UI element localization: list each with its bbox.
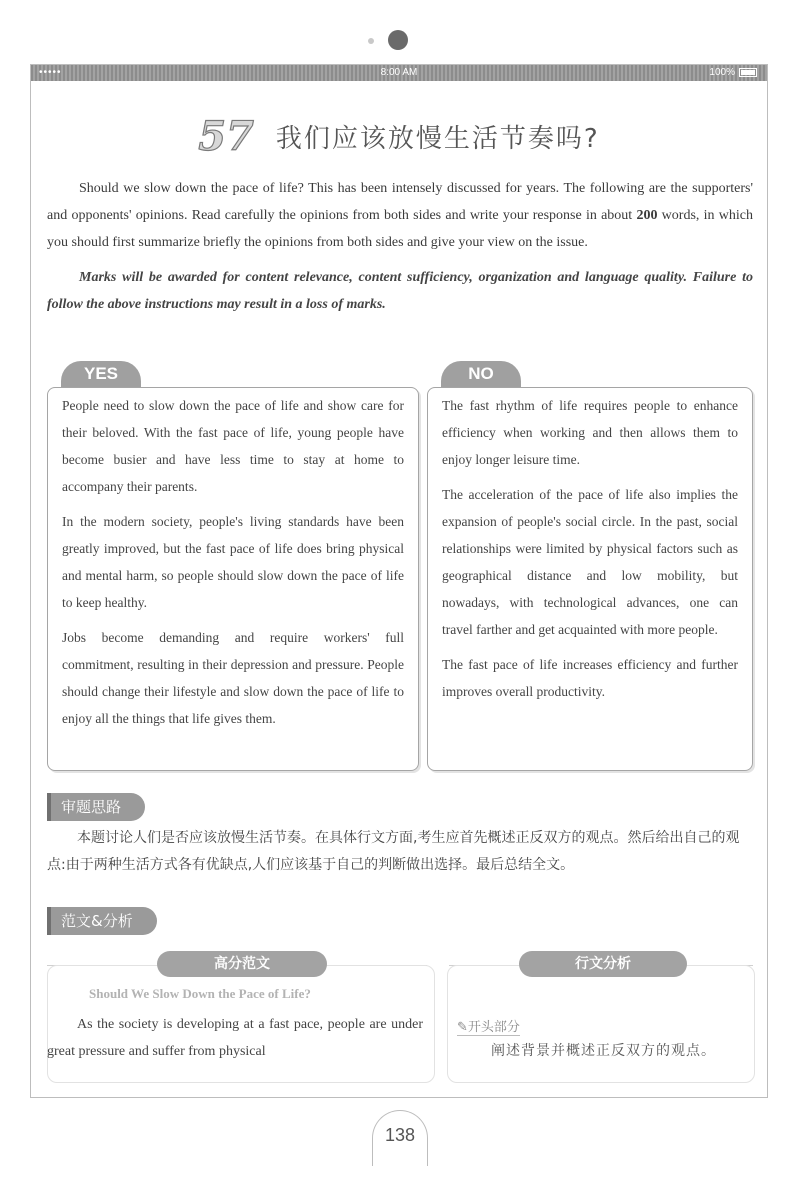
essay-pill: 高分范文 — [157, 951, 327, 977]
page-number — [372, 1110, 428, 1166]
analysis-pill: 行文分析 — [519, 951, 687, 977]
topic-number: 57 — [198, 113, 254, 160]
page-title — [31, 113, 767, 160]
sensor-icon — [368, 38, 374, 44]
essay-title: Should We Slow Down the Pace of Life? — [89, 986, 311, 1001]
no-paragraph: The fast pace of life increases efficiency and further improves overall productivity. — [442, 657, 738, 699]
battery-icon — [739, 68, 757, 77]
marks-note: Marks will be awarded for content relevance, content sufficiency, organization and language quality. Failure to follow the above instructions may result in a loss of marks. — [47, 270, 753, 312]
sample-heading: 范文&分析 — [47, 907, 157, 935]
camera-bar — [0, 30, 800, 50]
instructions-text: Should we slow down the pace of life? This has been intensely discussed for years. The following are the supporters' and opponents' opinions. Read carefully the opinions from both sides and write your response in about — [47, 181, 753, 223]
no-tab: NO — [441, 361, 521, 387]
opening-label — [457, 1016, 520, 1036]
yes-tab: YES — [61, 361, 141, 387]
analysis-heading: 审题思路 — [47, 793, 145, 821]
instructions-paragraph — [47, 175, 753, 256]
yes-paragraph: In the modern society, people's living standards have been greatly improved, but the fast pace of life does bring physical and mental harm, so people should slow down the pace of life to keep healthy. — [62, 514, 404, 610]
topic-title: 我们应该放慢生活节奏吗? — [275, 124, 600, 154]
no-paragraph: The acceleration of the pace of life also implies the expansion of people's social circle. In the past, social relationships were limited by physical factors such as geographical distance and low mobility, but nowadays, with technological advances, one can travel farther and get acquainted with more people. — [442, 487, 738, 637]
yes-paragraph: Jobs become demanding and require workers' full commitment, resulting in their depression and pressure. People should change their lifestyle and slow down the pace of life to enjoy all the things that life gives them. — [62, 630, 404, 726]
yes-box — [47, 387, 419, 771]
analysis-text — [47, 825, 753, 879]
battery-indicator — [709, 67, 757, 78]
page-number-text: 138 — [384, 1125, 416, 1145]
opening-label-text: 开头部分 — [467, 1020, 520, 1035]
signal-icon: ••••• — [39, 67, 62, 78]
word-count: 200 — [636, 208, 658, 223]
camera-icon — [388, 30, 408, 50]
essay-paragraph: As the society is developing at a fast pace, people are under great pressure and suffer from physical — [47, 1017, 423, 1059]
pencil-icon: ✎ — [457, 1020, 468, 1035]
battery-percent: 100% — [709, 67, 735, 78]
status-time: 8:00 AM — [380, 67, 418, 78]
yes-paragraph: People need to slow down the pace of life and show care for their beloved. With the fast pace of life, young people have become busier and have less time to stay at home to accompany their parents. — [62, 398, 404, 494]
no-paragraph: The fast rhythm of life requires people to enhance efficiency when working and then allows them to enjoy longer leisure time. — [442, 398, 738, 467]
instructions — [47, 175, 753, 318]
opening-text: 阐述背景并概述正反双方的观点。 — [491, 1043, 716, 1059]
no-box — [427, 387, 753, 771]
status-bar — [31, 65, 767, 81]
tablet-screen — [30, 64, 768, 1098]
analysis-paragraph: 本题讨论人们是否应该放慢生活节奏。在具体行文方面,考生应首先概述正反双方的观点。然后给出自己的观点:由于两种生活方式各有优缺点,人们应该基于自己的判断做出选择。最后总结全文。 — [47, 830, 740, 873]
instructions-text-end: words, in which you should first summarize briefly the opinions from both sides and give your view on the issue. — [47, 208, 753, 250]
essay-body — [47, 1011, 423, 1065]
